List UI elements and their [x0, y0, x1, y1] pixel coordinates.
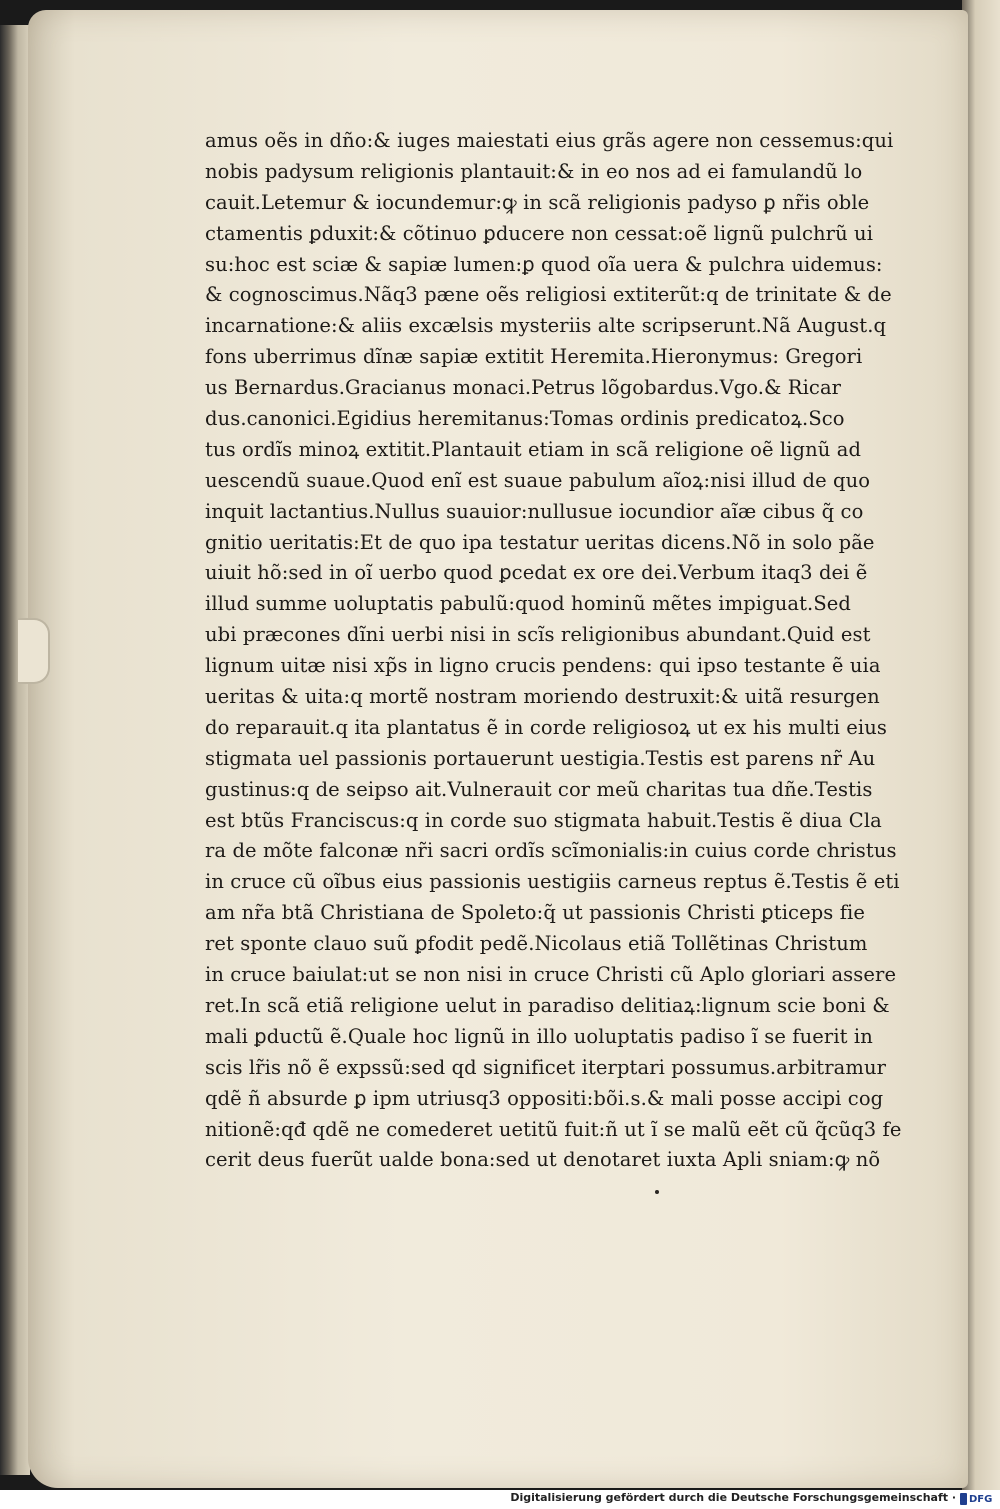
- text-line: mali ꝑductũ ẽ.Quale hoc lignũ in illo uoluptatis padiso ĩ se fuerit in: [205, 1024, 873, 1048]
- text-line: cerit deus fuerũt ualde bona:sed ut denotaret iuxta Apli sniam:ꝙ nõ: [205, 1148, 881, 1172]
- text-line: dus.canonici.Egidius heremitanus:Tomas ordinis predicatoꝝ.Sco: [205, 407, 845, 431]
- text-line: amus oẽs in dño:& iuges maiestati eius grãs agere non cessemus:qui: [205, 129, 894, 152]
- dfg-logo-text: DFG: [969, 1493, 993, 1505]
- text-line: ret sponte clauo suũ ꝑfodit pedẽ.Nicolaus etiã Tollẽtinas Christum: [205, 932, 868, 956]
- text-line: stigmata uel passionis portauerunt uestigia.Testis est parens nr̃ Au: [205, 746, 876, 770]
- page-tab-notch: [18, 618, 50, 684]
- text-line: nobis padysum religionis plantauit:& in eo nos ad ei famulandũ lo: [205, 159, 863, 183]
- text-line: ueritas & uita:q mortẽ nostram moriendo destruxit:& uitã resurgen: [205, 685, 880, 709]
- text-line: uescendũ suaue.Quod enĩ est suaue pabulum aĩoꝝ:nisi illud de quo: [205, 468, 871, 492]
- dfg-logo-mark-icon: [960, 1493, 967, 1505]
- text-line: ret.In scã etiã religione uelut in paradiso delitiaꝝ:lignum scie boni &: [205, 993, 890, 1017]
- book-edge-left: [0, 25, 30, 1475]
- text-line: gnitio ueritatis:Et de quo ipa testatur ueritas dicens.Nõ in solo pãe: [205, 530, 875, 554]
- main-text-block: [205, 126, 920, 1176]
- dfg-logo: [960, 1492, 994, 1506]
- text-line: ubi præcones dĩni uerbi nisi in scĩs religionibus abundant.Quid est: [205, 623, 871, 647]
- text-line: qdẽ ñ absurde ꝑ ipm utriusq3 oppositi:bõi.s.& mali posse accipi cog: [205, 1086, 884, 1110]
- text-line: su:hoc est sciæ & sapiæ lumen:ꝑ quod oĩa uera & pulchra uidemus:: [205, 252, 883, 276]
- text-line: am nr̃a btã Christiana de Spoleto:q̃ ut passionis Christi ꝑticeps fie: [205, 901, 865, 925]
- text-line: ctamentis ꝑduxit:& cõtinuo ꝑducere non cessat:oẽ lignũ pulchrũ ui: [205, 221, 874, 245]
- text-line: lignum uitæ nisi xp̃s in ligno crucis pendens: qui ipso testante ẽ uia: [205, 654, 881, 678]
- text-line: illud summe uoluptatis pabulũ:quod hominũ mẽtes impiguat.Sed: [205, 592, 852, 616]
- text-line: scis lr̃is nõ ẽ expssũ:sed qd significet iterptari possumus.arbitramur: [205, 1055, 887, 1079]
- text-line: in cruce baiulat:ut se non nisi in cruce Christi cũ Aplo gloriari assere: [205, 963, 897, 987]
- text-line: tus ordĩs minoꝝ extitit.Plantauit etiam in scã religione oẽ lignũ ad: [205, 437, 862, 461]
- text-line: gustinus:q de seipso ait.Vulnerauit cor meũ charitas tua dñe.Testis: [205, 777, 873, 801]
- text-line: uiuit hõ:sed in oĩ uerbo quod ꝑcedat ex ore dei.Verbum itaq3 dei ẽ: [205, 561, 868, 585]
- text-line: cauit.Letemur & iocundemur:ꝙ in scã religionis padyso ꝑ nr̃is oble: [205, 190, 870, 214]
- footer-credit: Digitalisierung gefördert durch die Deutsche Forschungsgemeinschaft ·: [510, 1491, 956, 1504]
- text-line: incarnatione:& aliis excælsis mysteriis alte scripserunt.Nã August.q: [205, 314, 887, 338]
- signature-dot: [655, 1190, 659, 1194]
- text-line: est btũs Franciscus:q in corde suo stigmata habuit.Testis ẽ diua Cla: [205, 808, 882, 832]
- text-line: us Bernardus.Gracianus monaci.Petrus lõgobardus.Vgo.& Ricar: [205, 376, 842, 400]
- text-line: do reparauit.q ita plantatus ẽ in corde religiosoꝝ ut ex his multi eius: [205, 715, 887, 739]
- text-line: in cruce cũ oĩbus eius passionis uestigiis carneus reptus ẽ.Testis ẽ eti: [205, 870, 900, 894]
- text-line: ra de mõte falconæ nr̃i sacri ordĩs scĩmonialis:in cuius corde christus: [205, 839, 897, 863]
- text-line: fons uberrimus dĩnæ sapiæ extitit Heremita.Hieronymus: Gregori: [205, 345, 863, 369]
- text-line: inquit lactantius.Nullus suauior:nullusue iocundior aĩæ cibus q̃ co: [205, 499, 864, 523]
- text-line: & cognoscimus.Nãq3 pæne oẽs religiosi extiterũt:q de trinitate & de: [205, 283, 892, 307]
- text-line: nitionẽ:qđ qdẽ ne comederet uetitũ fuit:ñ ut ĩ se malũ eẽt cũ q̃cũq3 fe: [205, 1117, 902, 1141]
